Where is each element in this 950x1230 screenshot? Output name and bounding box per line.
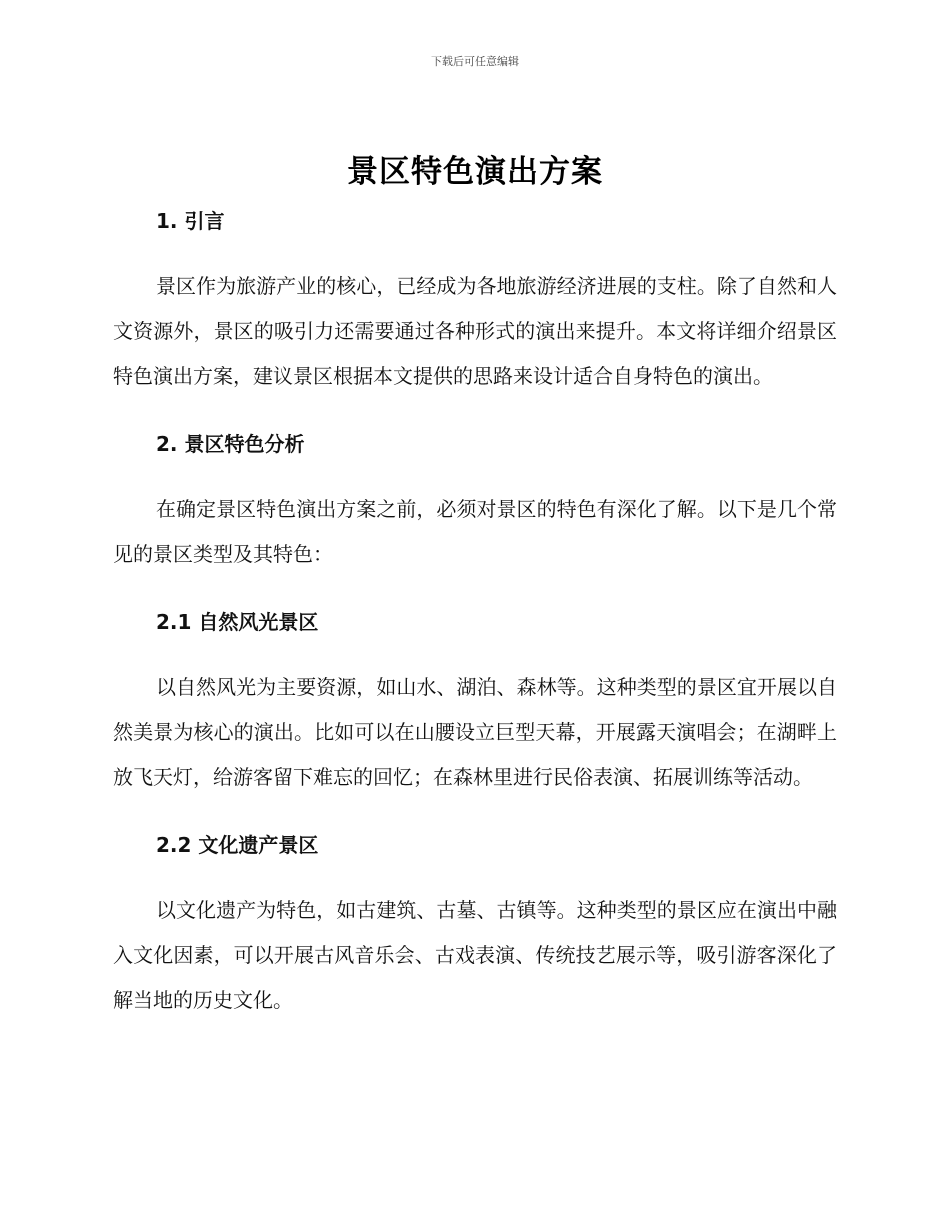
page-header-note: 下载后可任意编辑 [431,55,519,68]
section-heading-cultural-heritage: 2.2 文化遗产景区 [156,833,319,857]
section-paragraph-introduction: 景区作为旅游产业的核心，已经成为各地旅游经济进展的支柱。除了自然和人文资源外，景区的吸引力还需要通过各种形式的演出来提升。本文将详细介绍景区特色演出方案，建议景区根据本文提供的思路来设计适合自身特色的演出。 [113,274,837,388]
document-title: 景区特色演出方案 [347,154,603,190]
section-heading-introduction: 1. 引言 [156,209,225,233]
section-paragraph-natural-scenery: 以自然风光为主要资源，如山水、湖泊、森林等。这种类型的景区宜开展以自然美景为核心的演出。比如可以在山腰设立巨型天幕，开展露天演唱会；在湖畔上放飞天灯，给游客留下难忘的回忆；在森林里进行民俗表演、拓展训练等活动。 [113,675,837,789]
document-body [113,150,837,1023]
section-heading-feature-analysis: 2. 景区特色分析 [156,432,305,456]
section-paragraph-feature-analysis: 在确定景区特色演出方案之前，必须对景区的特色有深化了解。以下是几个常见的景区类型及其特色： [113,497,837,566]
section-paragraph-cultural-heritage: 以文化遗产为特色，如古建筑、古墓、古镇等。这种类型的景区应在演出中融入文化因素，可以开展古风音乐会、古戏表演、传统技艺展示等，吸引游客深化了解当地的历史文化。 [113,898,837,1012]
section-heading-natural-scenery: 2.1 自然风光景区 [156,610,319,634]
